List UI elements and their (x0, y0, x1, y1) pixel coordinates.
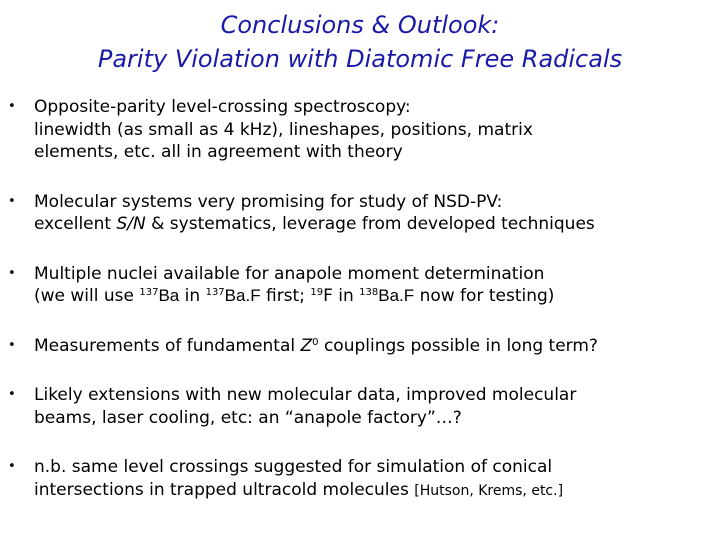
bullet-item (6, 335, 716, 358)
text-segment: F in (323, 286, 360, 306)
element-symbol: Ba (158, 286, 180, 305)
bullet-4-line-1 (34, 335, 716, 358)
bullet-1-line-1: Opposite-parity level-crossing spectroscopy: (34, 97, 411, 117)
bullet-1-line-3: elements, etc. all in agreement with theory (34, 142, 403, 162)
bullet-6-line-2 (34, 479, 716, 503)
bullet-2-line-2 (34, 213, 716, 236)
slide-title (0, 8, 720, 76)
bullet-dot: • (8, 337, 16, 353)
isotope-superscript: 137 (139, 287, 159, 298)
title-line-2: Parity Violation with Diatomic Free Radicals (97, 45, 623, 73)
title-line-1: Conclusions & Outlook: (220, 11, 500, 39)
bullet-3-line-1: Multiple nuclei available for anapole moment determination (34, 263, 545, 284)
bullet-dot: • (8, 193, 16, 209)
text-segment: excellent (34, 214, 117, 234)
bullet-dot: • (8, 387, 16, 402)
bullet-6-line-1: n.b. same level crossings suggested for simulation of conical (34, 457, 553, 477)
text-segment: & systematics, leverage from developed techniques (145, 214, 595, 234)
text-segment: couplings possible in long term? (318, 335, 598, 356)
text-segment: now for testing) (414, 286, 555, 306)
z-superscript: 0 (312, 336, 319, 348)
molecule-formula: Ba.F (378, 286, 415, 305)
bullet-item (6, 263, 716, 308)
bullet-5-line-1: Likely extensions with new molecular data, improved molecular (34, 385, 577, 405)
isotope-superscript: 138 (359, 287, 379, 298)
text-segment: (we will use (34, 286, 140, 306)
text-segment: intersections in trapped ultracold molecules (34, 479, 415, 500)
bullet-dot: • (8, 265, 16, 281)
bullet-list (6, 96, 716, 529)
z-boson-symbol: Z (300, 335, 313, 356)
bullet-item (6, 96, 716, 164)
bullet-item (6, 384, 716, 429)
text-segment: first; (260, 286, 311, 306)
bullet-dot: • (8, 99, 16, 114)
isotope-superscript: 19 (310, 287, 324, 298)
bullet-3-line-2 (34, 285, 716, 308)
citation: [Hutson, Krems, etc.] (414, 482, 564, 499)
bullet-item (6, 456, 716, 502)
isotope-superscript: 137 (205, 287, 225, 298)
bullet-2-line-1: Molecular systems very promising for study of NSD-PV: (34, 191, 503, 212)
molecule-formula: Ba.F (224, 286, 261, 305)
bullet-item (6, 191, 716, 236)
bullet-dot: • (8, 459, 16, 474)
bullet-1-line-2: linewidth (as small as 4 kHz), lineshapes, positions, matrix (34, 119, 533, 140)
bullet-5-line-2: beams, laser cooling, etc: an “anapole factory”…? (34, 407, 462, 428)
text-segment: Measurements of fundamental (34, 335, 301, 356)
text-segment: in (179, 286, 206, 306)
sn-italic: S/N (116, 214, 146, 234)
